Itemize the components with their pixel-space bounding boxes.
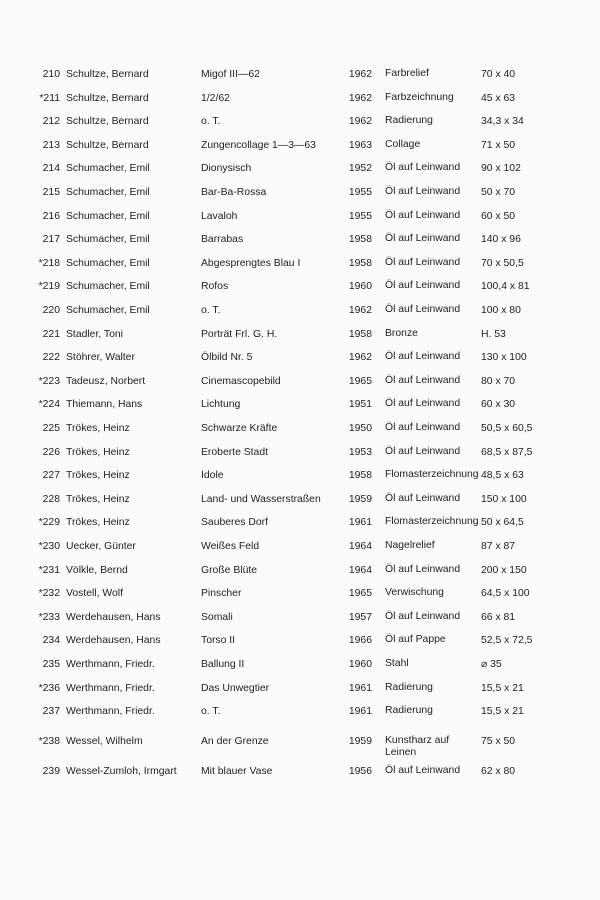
- artwork-year: 1956: [348, 766, 372, 778]
- artwork-size: 100,4 x 81: [481, 281, 530, 293]
- artist-name: Schumacher, Emil: [66, 210, 150, 222]
- artwork-technique: Öl auf Leinwand: [385, 765, 461, 777]
- artwork-size: 200 x 150: [481, 564, 527, 576]
- entry-number: *229: [38, 517, 60, 529]
- entry-number: 212: [42, 116, 60, 128]
- artist-name: Schultze, Bernard: [66, 69, 149, 80]
- artwork-title: Porträt Frl. G. H.: [201, 328, 278, 340]
- artwork-title: o. T.: [201, 706, 221, 718]
- artwork-size: 15,5 x 21: [481, 682, 524, 694]
- entry-number: 227: [42, 470, 60, 482]
- artwork-year: 1962: [348, 69, 372, 80]
- artwork-year: 1959: [348, 493, 372, 505]
- artwork-year: 1962: [348, 305, 372, 316]
- artwork-title: Weißes Feld: [201, 541, 260, 552]
- entry-number: *236: [38, 682, 60, 694]
- artwork-size: H. 53: [481, 328, 506, 340]
- artwork-technique: Öl auf Leinwand: [385, 492, 461, 504]
- artwork-size: 68,5 x 87,5: [481, 446, 533, 458]
- artwork-title: o. T.: [201, 116, 221, 128]
- catalog-row: [0, 469, 600, 489]
- entry-number: 235: [42, 659, 60, 670]
- artist-name: Schumacher, Emil: [66, 281, 150, 293]
- artist-name: Wessel-Zumloh, Irmgart: [66, 766, 177, 778]
- artwork-technique: Öl auf Leinwand: [385, 233, 461, 245]
- catalog-row: [0, 351, 600, 371]
- artwork-size: 150 x 100: [481, 493, 527, 505]
- artist-name: Schumacher, Emil: [66, 234, 150, 246]
- catalog-row: [0, 162, 600, 182]
- artist-name: Schumacher, Emil: [66, 187, 150, 198]
- artist-name: Vostell, Wolf: [66, 588, 123, 600]
- catalog-row: [0, 398, 600, 418]
- catalog-row: [0, 705, 600, 725]
- artwork-year: 1962: [348, 92, 372, 104]
- artwork-title: Lavaloh: [201, 210, 238, 222]
- artwork-title: Idole: [201, 470, 224, 482]
- entry-number: 217: [42, 234, 60, 246]
- artist-name: Völkle, Bernd: [66, 564, 128, 576]
- artwork-year: 1960: [348, 281, 372, 293]
- artwork-technique: Stahl: [385, 658, 409, 669]
- entry-number: 222: [42, 352, 60, 364]
- catalog-row: [0, 682, 600, 702]
- artwork-title: Dionysisch: [201, 163, 252, 175]
- catalog-row: [0, 233, 600, 253]
- artwork-title: Abgesprengtes Blau I: [201, 257, 301, 269]
- artwork-title: Lichtung: [201, 399, 241, 411]
- artwork-title: Cinemascopebild: [201, 375, 281, 387]
- artwork-technique: Verwischung: [385, 587, 444, 599]
- catalog-row: [0, 92, 600, 112]
- artwork-size: 15,5 x 21: [481, 706, 524, 718]
- entry-number: *211: [39, 92, 60, 104]
- artwork-year: 1950: [348, 423, 372, 434]
- artwork-title: Große Blüte: [201, 564, 258, 576]
- artwork-year: 1965: [348, 375, 372, 387]
- artist-name: Trökes, Heinz: [66, 470, 130, 482]
- entry-number: 221: [42, 328, 60, 340]
- artwork-year: 1958: [348, 328, 372, 340]
- artwork-title: Pinscher: [201, 588, 242, 600]
- artwork-year: 1955: [348, 187, 372, 198]
- entry-number: 214: [42, 163, 60, 175]
- artist-name: Schultze, Bernard: [66, 92, 149, 104]
- entry-number: *238: [38, 735, 60, 747]
- artwork-size: 45 x 63: [481, 92, 516, 104]
- catalog-row: [0, 658, 600, 678]
- artist-name: Werthmann, Friedr.: [66, 682, 155, 694]
- entry-number: *230: [38, 541, 60, 552]
- artwork-technique: Öl auf Leinwand: [385, 280, 461, 292]
- entry-number: 239: [42, 766, 60, 778]
- artwork-year: 1959: [348, 735, 372, 747]
- artwork-title: An der Grenze: [201, 735, 269, 747]
- artwork-size: 70 x 40: [481, 69, 516, 80]
- catalog-row: [0, 210, 600, 230]
- artwork-year: 1961: [348, 706, 372, 718]
- artwork-size: 50 x 64,5: [481, 517, 524, 529]
- artwork-year: 1961: [348, 682, 372, 694]
- artwork-technique: Bronze: [385, 327, 418, 339]
- artwork-year: 1952: [348, 163, 372, 175]
- artwork-title: Zungencollage 1—3—63: [201, 139, 316, 151]
- artwork-technique: Öl auf Leinwand: [385, 209, 461, 221]
- artwork-title: Das Unwegtier: [201, 682, 270, 694]
- artwork-size: 52,5 x 72,5: [481, 635, 533, 647]
- artist-name: Thiemann, Hans: [66, 399, 143, 411]
- artwork-year: 1953: [348, 446, 372, 458]
- artwork-size: 70 x 50,5: [481, 257, 524, 269]
- artwork-title: o. T.: [201, 305, 221, 316]
- artwork-title: Torso II: [201, 635, 236, 647]
- artwork-title: Somali: [201, 611, 233, 623]
- artwork-size: 50,5 x 60,5: [481, 423, 533, 434]
- artwork-size: 48,5 x 63: [481, 470, 524, 482]
- artwork-technique: Öl auf Leinwand: [385, 304, 461, 315]
- artwork-title: Bar-Ba-Rossa: [201, 187, 267, 198]
- artwork-technique: Radierung: [385, 681, 433, 693]
- artwork-size: 100 x 80: [481, 305, 521, 316]
- entry-number: *232: [38, 588, 60, 600]
- artwork-year: 1958: [348, 470, 372, 482]
- artwork-technique: Farbzeichnung: [385, 91, 454, 103]
- entry-number: *224: [38, 399, 60, 411]
- artwork-technique: Öl auf Leinwand: [385, 256, 461, 268]
- artwork-size: 64,5 x 100: [481, 588, 530, 600]
- catalog-row: [0, 115, 600, 135]
- artwork-year: 1965: [348, 588, 372, 600]
- artwork-year: 1957: [348, 611, 372, 623]
- artwork-size: 87 x 87: [481, 541, 516, 552]
- catalog-row: [0, 304, 600, 324]
- catalog-row: [0, 68, 600, 88]
- artwork-year: 1955: [348, 210, 372, 222]
- entry-number: 213: [42, 139, 60, 151]
- catalog-row: [0, 516, 600, 536]
- artwork-technique: Radierung: [385, 115, 433, 127]
- artwork-technique: Öl auf Leinwand: [385, 162, 461, 174]
- artwork-size: 90 x 102: [481, 163, 521, 175]
- artwork-title: Eroberte Stadt: [201, 446, 269, 458]
- catalog-row: [0, 734, 600, 758]
- artwork-technique: Öl auf Pappe: [385, 634, 446, 646]
- entry-number: *231: [38, 564, 60, 576]
- artwork-year: 1960: [348, 659, 372, 670]
- entry-number: 216: [42, 210, 60, 222]
- artwork-size: 80 x 70: [481, 375, 516, 387]
- artwork-size: 140 x 96: [481, 234, 521, 246]
- artwork-title: Ballung II: [201, 659, 245, 670]
- catalog-row: [0, 186, 600, 206]
- artist-name: Trökes, Heinz: [66, 493, 130, 505]
- entry-number: 226: [42, 446, 60, 458]
- catalog-row: [0, 634, 600, 654]
- artwork-year: 1964: [348, 541, 372, 552]
- catalog-row: [0, 611, 600, 631]
- artist-name: Werdehausen, Hans: [66, 635, 161, 647]
- catalog-row: [0, 139, 600, 159]
- artist-name: Stadler, Toni: [66, 328, 123, 340]
- artwork-technique: Radierung: [385, 705, 433, 717]
- artwork-technique: Öl auf Leinwand: [385, 374, 461, 386]
- artist-name: Wessel, Wilhelm: [66, 735, 143, 747]
- artwork-technique: Farbrelief: [385, 68, 429, 79]
- artwork-size: 66 x 81: [481, 611, 516, 623]
- entry-number: 234: [42, 635, 60, 647]
- artist-name: Schumacher, Emil: [66, 163, 150, 175]
- artwork-title: Sauberes Dorf: [201, 517, 268, 529]
- artwork-size: 130 x 100: [481, 352, 527, 364]
- artwork-year: 1962: [348, 116, 372, 128]
- artwork-title: 1/2/62: [201, 92, 230, 104]
- artwork-technique: Öl auf Leinwand: [385, 186, 461, 197]
- catalog-row: [0, 587, 600, 607]
- entry-number: 237: [42, 706, 60, 718]
- artist-name: Stöhrer, Walter: [66, 352, 135, 364]
- entry-number: 215: [42, 187, 60, 198]
- artist-name: Werthmann, Friedr.: [66, 659, 155, 670]
- entry-number: *223: [38, 375, 60, 387]
- artist-name: Schumacher, Emil: [66, 257, 150, 269]
- artwork-year: 1958: [348, 257, 372, 269]
- artwork-technique: Öl auf Leinwand: [385, 398, 461, 410]
- artwork-title: Migof III—62: [201, 69, 260, 80]
- artist-name: Trökes, Heinz: [66, 517, 130, 529]
- artist-name: Schultze, Bernard: [66, 116, 149, 128]
- catalog-row: [0, 328, 600, 348]
- artwork-title: Mit blauer Vase: [201, 766, 273, 778]
- artwork-size: 34,3 x 34: [481, 116, 524, 128]
- artwork-year: 1964: [348, 564, 372, 576]
- artist-name: Trökes, Heinz: [66, 446, 130, 458]
- artwork-technique: Kunstharz auf Leinen: [385, 734, 450, 758]
- artwork-size: 62 x 80: [481, 766, 516, 778]
- artist-name: Werdehausen, Hans: [66, 611, 161, 623]
- entry-number: 225: [42, 423, 60, 434]
- artwork-technique: Öl auf Leinwand: [385, 445, 461, 457]
- artwork-year: 1963: [348, 139, 372, 151]
- artwork-title: Rofos: [201, 281, 229, 293]
- artwork-technique: Öl auf Leinwand: [385, 610, 461, 622]
- artwork-title: Land- und Wasserstraßen: [201, 493, 321, 505]
- artwork-size: ⌀ 35: [481, 659, 502, 670]
- catalog-row: [0, 540, 600, 560]
- artwork-technique: Flomasterzeichnung: [385, 469, 479, 481]
- artist-name: Werthmann, Friedr.: [66, 706, 155, 718]
- artwork-technique: Öl auf Leinwand: [385, 422, 461, 433]
- entry-number: 220: [42, 305, 60, 316]
- artist-name: Schultze, Bernard: [66, 139, 149, 151]
- catalog-row: [0, 493, 600, 513]
- entry-number: *233: [38, 611, 60, 623]
- artwork-technique: Flomasterzeichnung: [385, 516, 479, 528]
- entry-number: 210: [42, 69, 60, 80]
- entry-number: *219: [38, 281, 60, 293]
- artist-name: Trökes, Heinz: [66, 423, 130, 434]
- artwork-year: 1961: [348, 517, 372, 529]
- catalog-row: [0, 765, 600, 785]
- artwork-size: 71 x 50: [481, 139, 516, 151]
- artwork-title: Barrabas: [201, 234, 244, 246]
- artwork-year: 1966: [348, 635, 372, 647]
- catalog-row: [0, 280, 600, 300]
- catalog-row: [0, 564, 600, 584]
- artwork-title: Schwarze Kräfte: [201, 423, 278, 434]
- artwork-size: 75 x 50: [481, 735, 516, 747]
- artwork-technique: Öl auf Leinwand: [385, 351, 461, 363]
- catalog-row: [0, 422, 600, 442]
- artist-name: Tadeusz, Norbert: [66, 375, 146, 387]
- artwork-year: 1951: [348, 399, 372, 411]
- artist-name: Uecker, Günter: [66, 541, 136, 552]
- artwork-technique: Nagelrelief: [385, 540, 435, 551]
- artwork-year: 1962: [348, 352, 372, 364]
- artwork-technique: Öl auf Leinwand: [385, 563, 461, 575]
- entry-number: *218: [38, 257, 60, 269]
- artwork-size: 60 x 50: [481, 210, 516, 222]
- catalog-row: [0, 257, 600, 277]
- artwork-size: 60 x 30: [481, 399, 516, 411]
- catalog-row: [0, 446, 600, 466]
- artwork-year: 1958: [348, 234, 372, 246]
- artwork-technique: Collage: [385, 138, 421, 150]
- artwork-size: 50 x 70: [481, 187, 516, 198]
- artist-name: Schumacher, Emil: [66, 305, 150, 316]
- entry-number: 228: [42, 493, 60, 505]
- artwork-title: Ölbild Nr. 5: [201, 352, 253, 364]
- catalog-row: [0, 375, 600, 395]
